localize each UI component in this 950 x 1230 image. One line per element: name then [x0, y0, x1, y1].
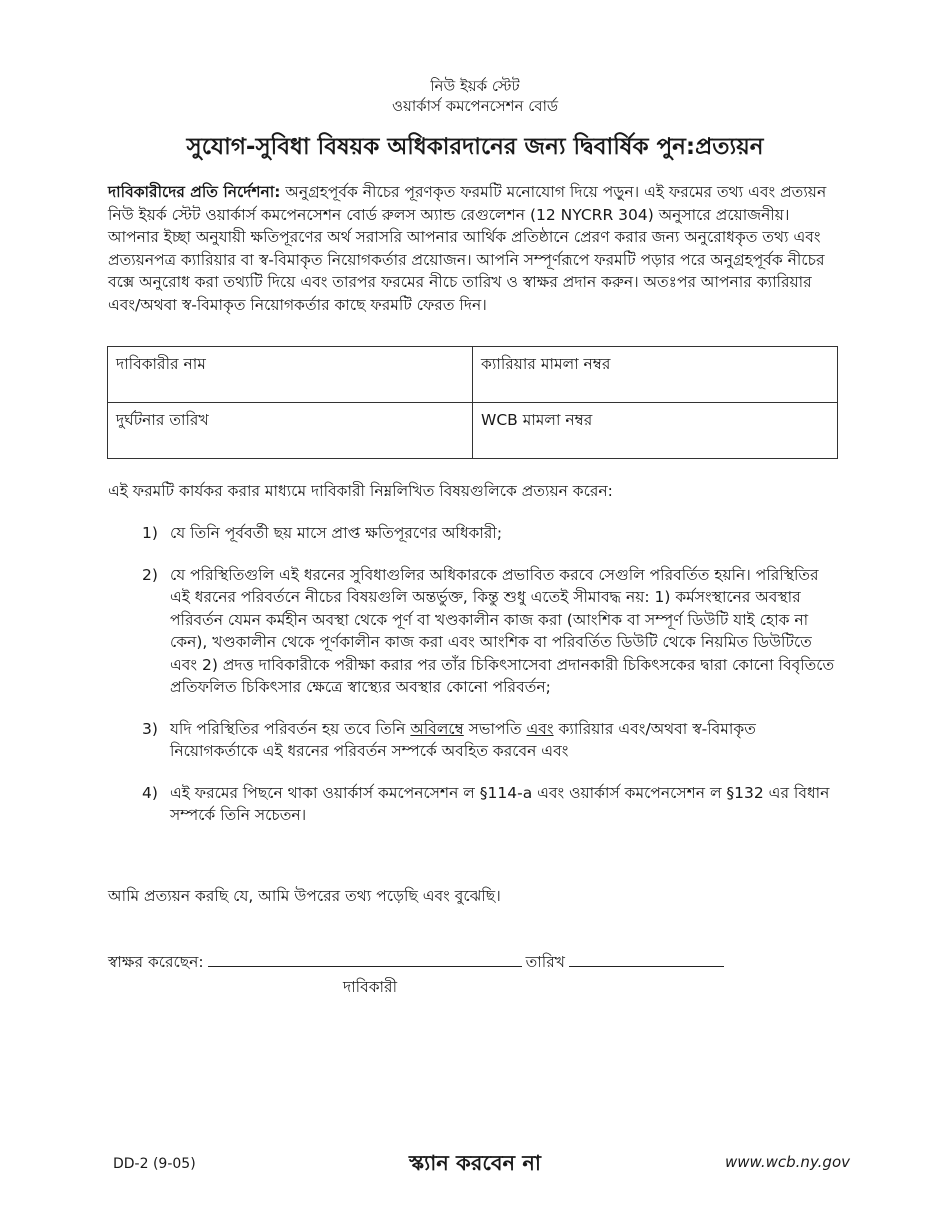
item-text: যে পরিস্থিতিগুলি এই ধরনের সুবিধাগুলির অধিকারকে প্রভাবিত করবে সেগুলি পরিবর্তিত হয়নি। পরিস্থিতির এই ধরনের পরিবর্তনে নীচের বিষয়গুলি অন্তর্ভুক্ত, কিন্তু শুধু এতেই সীমাবদ্ধ নয়: 1) কর্মসংস্থানের অবস্থার পরিবর্তন যেমন কর্মহীন অবস্থা থেকে পূর্ণ বা খণ্ডকালীন কাজ করা (আংশিক বা সম্পূর্ণ ডিউটি যাই হোক না কেন), খণ্ডকালীন থেকে পূর্ণকালীন কাজ করা এবং আংশিক বা পরিবর্তিত ডিউটি থেকে নিয়মিত ডিউটিতে এবং 2) প্রদত্ত দাবিকারীকে পরীক্ষা করার পর তাঁর চিকিৎসাসেবা প্রদানকারী চিকিৎসকের দ্বারা কোনো বিবৃতিতে প্রতিফলিত চিকিৎসার ক্ষেত্রে স্বাস্থ্যের অবস্থার কোনো পরিবর্তন;: [170, 565, 835, 696]
signature-caption: দাবিকারী: [343, 978, 397, 996]
claimant-name-label: দাবিকারীর নাম: [116, 355, 206, 373]
carrier-case-number-label: ক্যারিয়ার মামলা নম্বর: [481, 355, 611, 373]
item-text: যে তিনি পূর্ববর্তী ছয় মাসে প্রাপ্ত ক্ষতিপূরণের অধিকারী;: [170, 524, 503, 542]
underlined-immediately: অবিলম্বে: [410, 719, 464, 738]
item-number: 2): [142, 565, 158, 584]
wcb-case-number-field[interactable]: [473, 403, 838, 459]
do-not-scan-notice: স্ক্যান করবেন না: [409, 1151, 541, 1175]
claim-info-table: [107, 346, 838, 459]
item-text-part: যদি পরিস্থিতির পরিবর্তন হয় তবে তিনি: [170, 719, 411, 738]
date-label: তারিখ: [525, 953, 565, 971]
instructions-body: অনুগ্রহপূর্বক নীচের পূরণকৃত ফরমটি মনোযোগ দিয়ে পড়ুন। এই ফরমের তথ্য এবং প্রত্যয়ন নিউ ইয়র্ক স্টেট ওয়ার্কার্স কমপেনসেশন বোর্ড রুলস অ্যান্ড রেগুলেশন (12 NYCRR 304) অনুসারে প্রয়োজনীয়। আপনার ইচ্ছা অনুযায়ী ক্ষতিপূরণের অর্থ সরাসরি আপনার আর্থিক প্রতিষ্ঠানে প্রেরণ করার জন্য অনুরোধকৃত তথ্য এবং প্রত্যয়নপত্র ক্যারিয়ার বা স্ব-বিমাকৃত নিয়োগকর্তার প্রয়োজন। আপনি সম্পূর্ণরূপে ফরমটি পড়ার পরে অনুগ্রহপূর্বক নীচের বক্সে অনুরোধ করা তথ্যটি দিয়ে এবং তারপর ফরমের নীচে তারিখ ও স্বাক্ষর প্রদান করুন। অতঃপর আপনার ক্যারিয়ার এবং/অথবা স্ব-বিমাকৃত নিয়োগকর্তার কাছে ফরমটি ফেরত দিন।: [108, 183, 827, 314]
form-code: DD-2 (9-05): [113, 1156, 196, 1172]
signed-by-label: স্বাক্ষর করেছেন:: [108, 953, 204, 971]
certification-intro: এই ফরমটি কার্যকর করার মাধ্যমে দাবিকারী নিম্নলিখিত বিষয়গুলিকে প্রত্যয়ন করেন:: [108, 482, 613, 500]
claimant-name-field[interactable]: [108, 347, 473, 403]
signature-line[interactable]: [208, 950, 522, 967]
item-text: [170, 718, 842, 763]
date-line[interactable]: [569, 950, 724, 967]
carrier-case-number-field[interactable]: [473, 347, 838, 403]
list-item: [142, 782, 842, 827]
page-title: সুযোগ-সুবিধা বিষয়ক অধিকারদানের জন্য দ্বিবার্ষিক পুন:প্রত্যয়ন: [186, 134, 764, 160]
item-text-part: ক্যারিয়ার এবং/অথবা স্ব-বিমাকৃত নিয়োগকর্তাকে এই ধরনের পরিবর্তন সম্পর্কে অবহিত করবেন এবং: [170, 719, 756, 760]
list-item: [142, 718, 842, 763]
accident-date-label: দুর্ঘটনার তারিখ: [116, 411, 209, 429]
item-number: 4): [142, 783, 158, 802]
list-item: [142, 522, 842, 545]
agency-board: ওয়ার্কার্স কমপেনসেশন বোর্ড: [391, 97, 559, 115]
attestation-statement: আমি প্রত্যয়ন করছি যে, আমি উপরের তথ্য পড়েছি এবং বুঝেছি।: [108, 887, 501, 905]
accident-date-field[interactable]: [108, 403, 473, 459]
wcb-case-number-label: WCB মামলা নম্বর: [481, 411, 593, 429]
item-number: 3): [142, 719, 158, 738]
item-text: এই ফরমের পিছনে থাকা ওয়ার্কার্স কমপেনসেশন ল §114-a এবং ওয়ার্কার্স কমপেনসেশন ল §132 এর বিধান সম্পর্কে তিনি সচেতন।: [170, 783, 830, 824]
item-number: 1): [142, 524, 158, 542]
signature-row: [108, 950, 848, 973]
website-url: www.wcb.ny.gov: [725, 1153, 850, 1171]
certification-list: [142, 522, 842, 846]
instructions-label: দাবিকারীদের প্রতি নির্দেশনা:: [108, 183, 281, 201]
agency-state: নিউ ইয়র্ক স্টেট: [430, 77, 520, 95]
list-item: [142, 564, 842, 699]
instructions-paragraph: [108, 181, 843, 316]
item-text-part: সভাপতি: [463, 719, 527, 738]
underlined-and: এবং: [526, 719, 554, 738]
